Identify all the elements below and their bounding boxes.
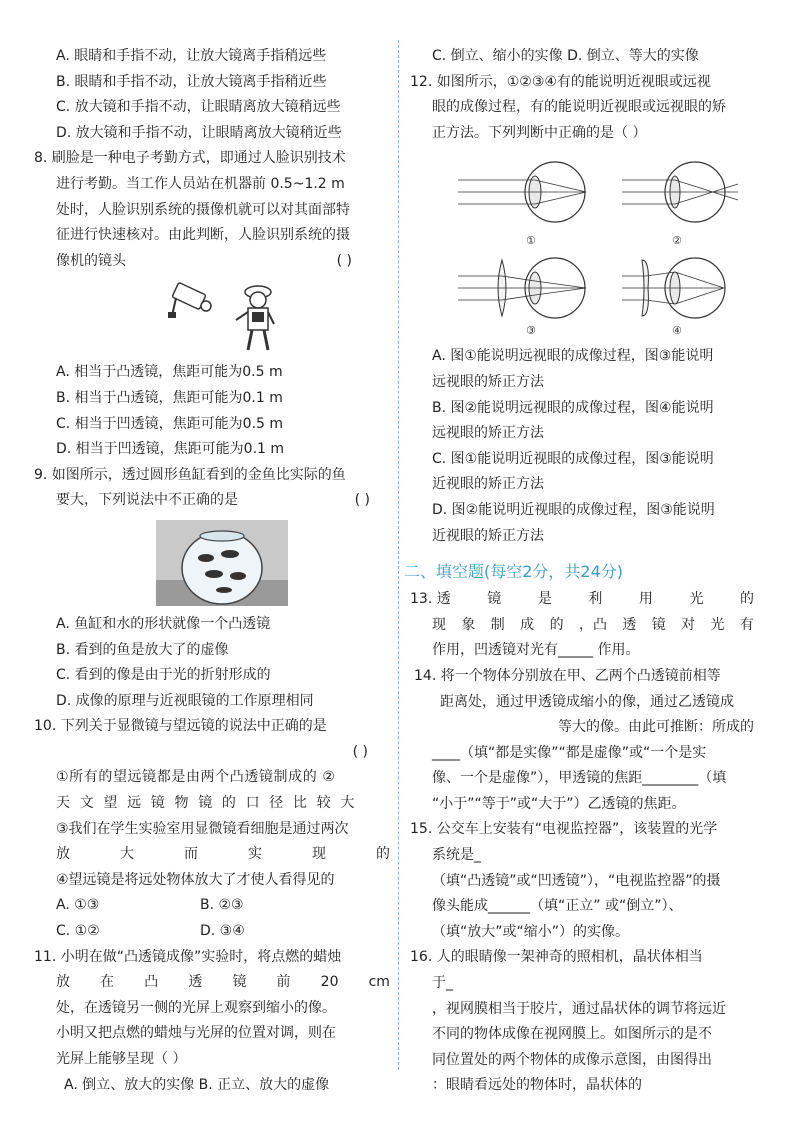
word: 大 xyxy=(120,846,134,863)
eye-diagram-3 xyxy=(458,258,586,337)
q8-stem-3: 处时，人脸识别系统的摄像机就可以对其面部特 xyxy=(56,201,350,218)
eye-label-2: ② xyxy=(672,234,682,248)
q11-stem-1: 11. 小明在做“凸透镜成像”实验时，将点燃的蜡烛 xyxy=(34,948,342,965)
word: 实 xyxy=(248,846,262,863)
q14-line-3: 等大的像。由此可推断：所成的 xyxy=(558,719,754,736)
q10-statement-2: 天文望远镜物镜的口径比较大 xyxy=(56,795,365,812)
word: 成 xyxy=(520,616,535,633)
q11-options-cd: C. 倒立、缩小的实像 D. 倒立、等大的实像 xyxy=(432,48,699,64)
word: 20 xyxy=(320,974,339,991)
q16-line-2: 于_ xyxy=(432,975,453,992)
q10-options-cd xyxy=(34,919,390,945)
q16-line-6: ：眼睛看远处的物体时，晶状体的 xyxy=(432,1077,642,1094)
q14-line-6: “小于”“等于”或“大于”）乙透镜的焦距。 xyxy=(432,795,686,812)
q14-line-5: 像、一个是虚像”），甲透镜的焦距________（填 xyxy=(432,770,727,787)
q11-stem-3: 处，在透镜另一侧的光屏上观察到缩小的像。 xyxy=(56,999,336,1016)
word: 透 xyxy=(188,974,203,991)
word: 前 xyxy=(276,974,291,991)
word: 现 xyxy=(432,616,446,633)
q13-line-2 xyxy=(410,613,760,639)
word: 用 xyxy=(638,591,653,608)
answer-paren: ( ) xyxy=(354,492,370,509)
face-recognition-figure xyxy=(34,276,390,356)
q8-option-a: A. 相当于凸透镜，焦距可能为0.5 m xyxy=(56,364,283,381)
eye-label-1: ① xyxy=(526,234,536,248)
answer-paren: ( ) xyxy=(352,743,368,760)
q16-line-3: ，视网膜相当于胶片，通过晶状体的调节将远近 xyxy=(432,1000,726,1017)
word: 而 xyxy=(184,846,198,863)
column-divider xyxy=(398,40,399,1070)
q9-stem-2 xyxy=(34,488,390,514)
word: 光 xyxy=(710,616,725,633)
answer-paren: ( ) xyxy=(336,252,352,269)
word: ，凸 xyxy=(578,616,607,633)
q8-stem-1: 8. 刷脸是一种电子考勤方式，即通过人脸识别技术 xyxy=(34,150,346,167)
q10-option-b: B. ②③ xyxy=(200,897,244,914)
q16-line-4: 不同的物体成像在视网膜上。如图所示的是不 xyxy=(432,1026,712,1043)
q14-line-2: 距离处，通过甲透镜成缩小的像，通过乙透镜成 xyxy=(440,693,734,710)
word: 凸 xyxy=(144,974,159,991)
q10-statement-4 xyxy=(34,842,390,868)
q12-option-a-2: 远视眼的矫正方法 xyxy=(432,373,544,390)
left-column xyxy=(34,44,390,1098)
q16-line-1: 16. 人的眼睛像一架神奇的照相机，晶状体相当 xyxy=(410,949,703,966)
q8-stem-5-text: 像机的镜头 xyxy=(56,252,126,269)
q8-option-b: B. 相当于凸透镜，焦距可能为0.1 m xyxy=(56,389,283,406)
q15-line-3: （填“凸透镜”或“凹透镜”），“电视监控器”的摄 xyxy=(432,872,721,889)
q12-option-b-2: 远视眼的矫正方法 xyxy=(432,425,544,442)
section-title: 二、填空题(每空2分，共24分) xyxy=(404,562,624,582)
q10-option-d: D. ③④ xyxy=(200,923,245,940)
q10-option-a: A. ①③ xyxy=(56,897,100,914)
q12-option-d-1: D. 图②能说明近视眼的成像过程，图③能说明 xyxy=(432,501,715,518)
eye-label-3: ③ xyxy=(526,324,536,338)
q9-option-d: D. 成像的原理与近视眼镜的工作原理相同 xyxy=(56,692,314,709)
word: 透 xyxy=(622,616,637,633)
word: 的 xyxy=(549,616,564,633)
word: 镜 xyxy=(487,591,502,608)
q8-option-c: C. 相当于凹透镜，焦距可能为0.5 m xyxy=(56,415,284,432)
q7-option-c: C. 放大镜和手指不动，让眼睛离放大镜稍远些 xyxy=(56,99,341,116)
eye-diagram-4 xyxy=(622,258,725,337)
right-column xyxy=(404,44,760,1099)
q8-stem-4: 征进行快速核对。由此判断，人脸识别系统的摄 xyxy=(56,227,350,244)
q8-stem-2: 进行考勤。当工作人员站在机器前 0.5~1.2 m xyxy=(56,175,345,192)
worker-figure-icon xyxy=(236,286,274,350)
q15-line-1: 15. 公交车上安装有“电视监控器”，该装置的光学 xyxy=(410,821,718,838)
q11-stem-2 xyxy=(34,970,390,996)
q12-stem-2: 眼的成像过程，有的能说明近视眼或远视眼的矫 xyxy=(432,99,726,116)
q11-stem-5: 光屏上能够呈现（ ） xyxy=(56,1051,187,1067)
q14-line-4: ____（填“都是实像”“都是虚像”或“一个是实 xyxy=(432,744,707,761)
word: 有 xyxy=(739,616,754,633)
q9-stem-2-text: 要大，下列说法中不正确的是 xyxy=(56,492,238,509)
word: 的 xyxy=(740,591,754,608)
word: 13. 透 xyxy=(410,591,451,608)
q8-stem-5 xyxy=(34,249,390,275)
word: 镜 xyxy=(232,974,247,991)
q12-stem-3: 正方法。下列判断中正确的是（ ） xyxy=(432,124,647,141)
q12-option-a-1: A. 图①能说明远视眼的成像过程，图③能说明 xyxy=(432,348,714,365)
word: 放 xyxy=(56,846,70,863)
word: 制 xyxy=(490,616,505,633)
q9-option-b: B. 看到的鱼是放大了的虚像 xyxy=(56,641,229,658)
q12-option-c-1: C. 图①能说明近视眼的成像过程，图③能说明 xyxy=(432,450,714,467)
q10-options-ab xyxy=(34,893,390,919)
eye-diagram-1 xyxy=(458,162,586,247)
eye-label-4: ④ xyxy=(672,324,682,338)
q12-option-d-2: 近视眼的矫正方法 xyxy=(432,527,544,544)
q15-line-4: 像头能成______（填“正立” 或“倒立”）、 xyxy=(432,898,683,915)
word: 镜 xyxy=(651,616,666,633)
q7-option-a: A. 眼睛和手指不动，让放大镜离手指稍远些 xyxy=(56,48,327,64)
q10-statement-3: ③我们在学生实验室用显微镜看细胞是通过两次 xyxy=(56,820,349,837)
eye-diagrams-figure xyxy=(410,150,760,340)
q15-line-5: （填“放大”或“缩小”）的实像。 xyxy=(432,923,630,940)
q10-statement-5: ④望远镜是将远处物体放大了才使人看得见的 xyxy=(56,871,335,888)
q10-option-c: C. ①② xyxy=(56,923,100,940)
q9-stem-1: 9. 如图所示，透过圆形鱼缸看到的金鱼比实际的鱼 xyxy=(34,466,346,483)
q10-stem: 10. 下列关于显微镜与望远镜的说法中正确的是 xyxy=(34,718,327,735)
q12-stem-1: 12. 如图所示，①②③④有的能说明近视眼或远视 xyxy=(410,73,711,90)
q10-statement-1: ①所有的望远镜都是由两个凸透镜制成的 ② xyxy=(56,769,336,786)
word: 在 xyxy=(100,974,115,991)
q7-option-d: D. 放大镜和手指不动，让眼睛离放大镜稍近些 xyxy=(56,124,342,141)
q11-stem-4: 小明又把点燃的蜡烛与光屏的位置对调，则在 xyxy=(56,1025,336,1042)
q14-line-1: 14. 将一个物体分别放在甲、乙两个凸透镜前相等 xyxy=(414,667,721,684)
word: 利 xyxy=(588,591,603,608)
word: 现 xyxy=(312,846,326,863)
q8-option-d: D. 相当于凹透镜，焦距可能为0.1 m xyxy=(56,441,285,458)
q12-option-c-2: 近视眼的矫正方法 xyxy=(432,476,544,493)
q7-option-b: B. 眼睛和手指不动，让放大镜离手指稍近些 xyxy=(56,73,327,90)
q12-option-b-1: B. 图②能说明远视眼的成像过程，图④能说明 xyxy=(432,399,714,416)
word: 是 xyxy=(537,591,552,608)
word: 放 xyxy=(56,974,70,991)
word: 对 xyxy=(681,616,696,633)
camera-icon xyxy=(168,283,211,319)
word: 的 xyxy=(376,846,390,863)
word: cm xyxy=(368,974,390,991)
q9-option-c: C. 看到的像是由于光的折射形成的 xyxy=(56,667,271,684)
q13-line-3: 作用，凹透镜对光有_____ 作用。 xyxy=(432,642,640,659)
q16-line-5: 同位置处的两个物体的成像示意图，由图得出 xyxy=(432,1051,712,1068)
q13-line-1 xyxy=(410,587,760,613)
q11-options-ab: A. 倒立、放大的实像 B. 正立、放大的虚像 xyxy=(64,1076,330,1093)
word: 象 xyxy=(461,616,476,633)
q15-line-2: 系统是_ xyxy=(432,847,481,864)
fishbowl-photo xyxy=(34,518,390,608)
word: 光 xyxy=(689,591,704,608)
eye-diagram-2 xyxy=(622,162,738,247)
q9-option-a: A. 鱼缸和水的形状就像一个凸透镜 xyxy=(56,615,271,632)
